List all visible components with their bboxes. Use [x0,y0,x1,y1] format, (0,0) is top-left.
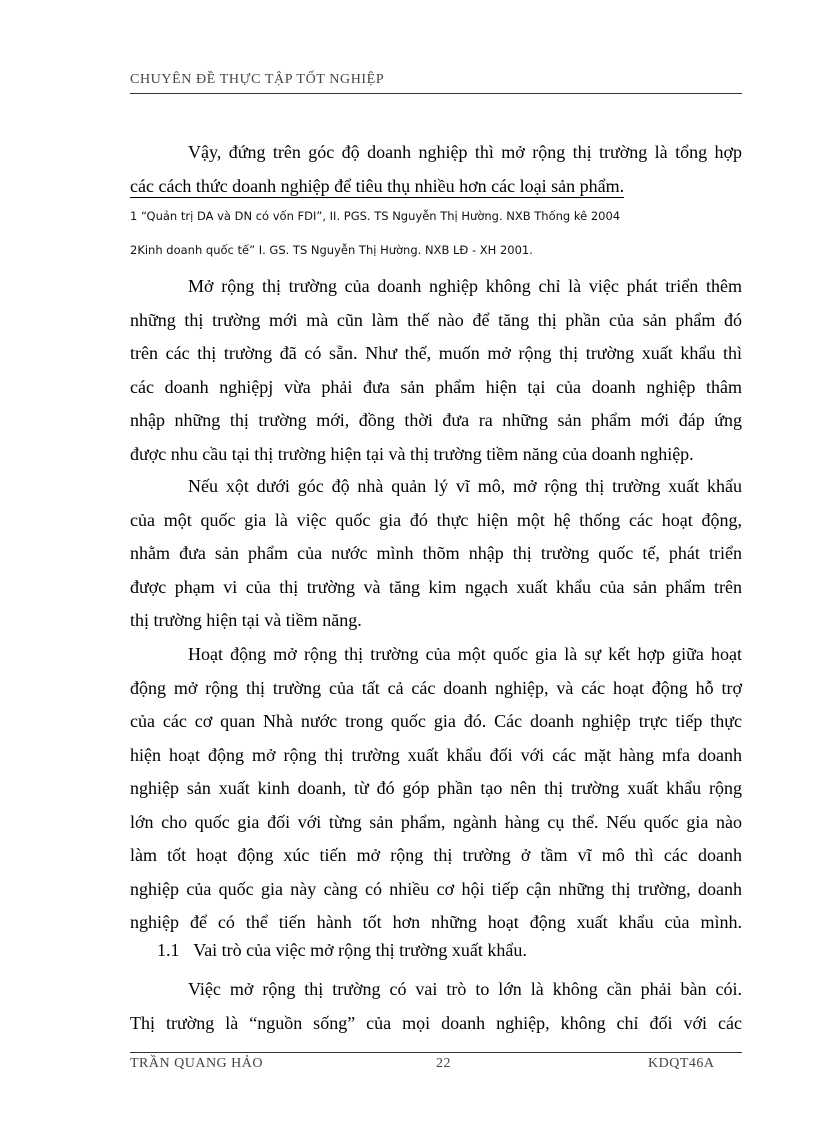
paragraph-line: nghiệp của quốc gia này càng có nhiều cơ hội tiếp cận những thị trường, doanh [130,878,742,899]
paragraph-line: của một quốc gia là việc quốc gia đó thực hiện một hệ thống các hoạt động, [130,509,742,530]
footnote-2: 2Kinh doanh quốc tế” I. GS. TS Nguyễn Thị Hường. NXB LĐ - XH 2001. [130,243,533,257]
paragraph-line: làm tốt hoạt động xúc tiến mở rộng thị trường ở tầm vĩ mô thì các doanh [130,845,742,865]
paragraph-line: Vậy, đứng trên góc độ doanh nghiệp thì mở rộng thị trường là tổng hợp [188,142,742,162]
footnote-1: 1 “Quản trị DA và DN có vốn FDI”, II. PGS. TS Nguyễn Thị Hường. NXB Thống kê 2004 [130,209,621,223]
paragraph-line: các doanh nghiệpj vừa phải đưa sản phẩm hiện tại của doanh nghiệp thâm [130,376,742,397]
section-title: Vai trò của việc mở rộng thị trường xuất khẩu. [193,940,527,960]
paragraph-line: Nếu xột dưới góc độ nhà quản lý vĩ mô, mở rộng thị trường xuất khẩu [188,476,742,496]
paragraph-line: những thị trường mới mà cũn làm thế nào để tăng thị phần của sản phẩm đó [130,309,742,330]
running-header: CHUYÊN ĐỀ THỰC TẬP TỐT NGHIỆP [130,72,385,87]
footer-rule [130,1052,742,1053]
paragraph-4 [130,638,742,940]
paragraph-line: nhập những thị trường mới, đồng thời đưa ra những sản phẩm mới đáp ứng [130,410,742,430]
paragraph-line: Mở rộng thị trường của doanh nghiệp không chỉ là việc phát triển thêm [188,276,742,296]
paragraph-line: Việc mở rộng thị trường có vai trò to lớn là không cần phải bàn cói. [188,979,742,999]
paragraph-line: nghiệp sản xuất kinh doanh, từ đó góp phần tạo nên thị trường xuất khẩu rộng [130,778,742,798]
paragraph-line: của các cơ quan Nhà nước trong quốc gia đó. Các doanh nghiệp trực tiếp thực [130,711,742,731]
paragraph-line: nhằm đưa sản phẩm của nước mình thõm nhập thị trường quốc tế, phát triển [130,543,742,563]
paragraph-2 [130,270,742,471]
underlined-text: các cách thức doanh nghiệp để tiêu thụ nhiều hơn các loại sản phẩm. [130,175,625,196]
paragraph-line [130,170,742,204]
footer-author: TRẦN QUANG HẢO [130,1056,263,1071]
header-rule [130,93,742,94]
paragraph-1 [130,136,742,203]
paragraph-line: động mở rộng thị trường của tất cả các doanh nghiệp, và các hoạt động hỗ trợ [130,677,742,698]
paragraph-line: hiện hoạt động mở rộng thị trường xuất khẩu đối với các mặt hàng mfa doanh [130,744,742,765]
paragraph-line: nghiệp để có thể tiến hành tốt hơn những hoạt động xuất khẩu của mình. [130,912,742,932]
paragraph-3 [130,470,742,638]
paragraph-line: Hoạt động mở rộng thị trường của một quốc gia là sự kết hợp giữa hoạt [188,644,742,664]
paragraph-line: được phạm vi của thị trường và tăng kim ngạch xuất khẩu của sản phẩm trên [130,576,742,597]
footer-class-code: KDQT46A [648,1056,715,1071]
paragraph-line: lớn cho quốc gia đối với từng sản phẩm, ngành hàng cụ thể. Nếu quốc gia nào [130,811,742,832]
paragraph-line: thị trường hiện tại và tiềm năng. [130,610,362,630]
paragraph-line: được nhu cầu tại thị trường hiện tại và thị trường tiềm năng của doanh nghiệp. [130,443,694,464]
section-heading [157,940,527,961]
section-number: 1.1 [157,940,180,960]
paragraph-line: Thị trường là “nguồn sống” của mọi doanh nghiệp, không chỉ đối với các [130,1012,742,1033]
page-number: 22 [436,1056,451,1071]
paragraph-line: trên các thị trường đã có sẵn. Như thế, muốn mở rộng thị trường xuất khẩu thì [130,343,742,363]
paragraph-5 [130,973,742,1040]
